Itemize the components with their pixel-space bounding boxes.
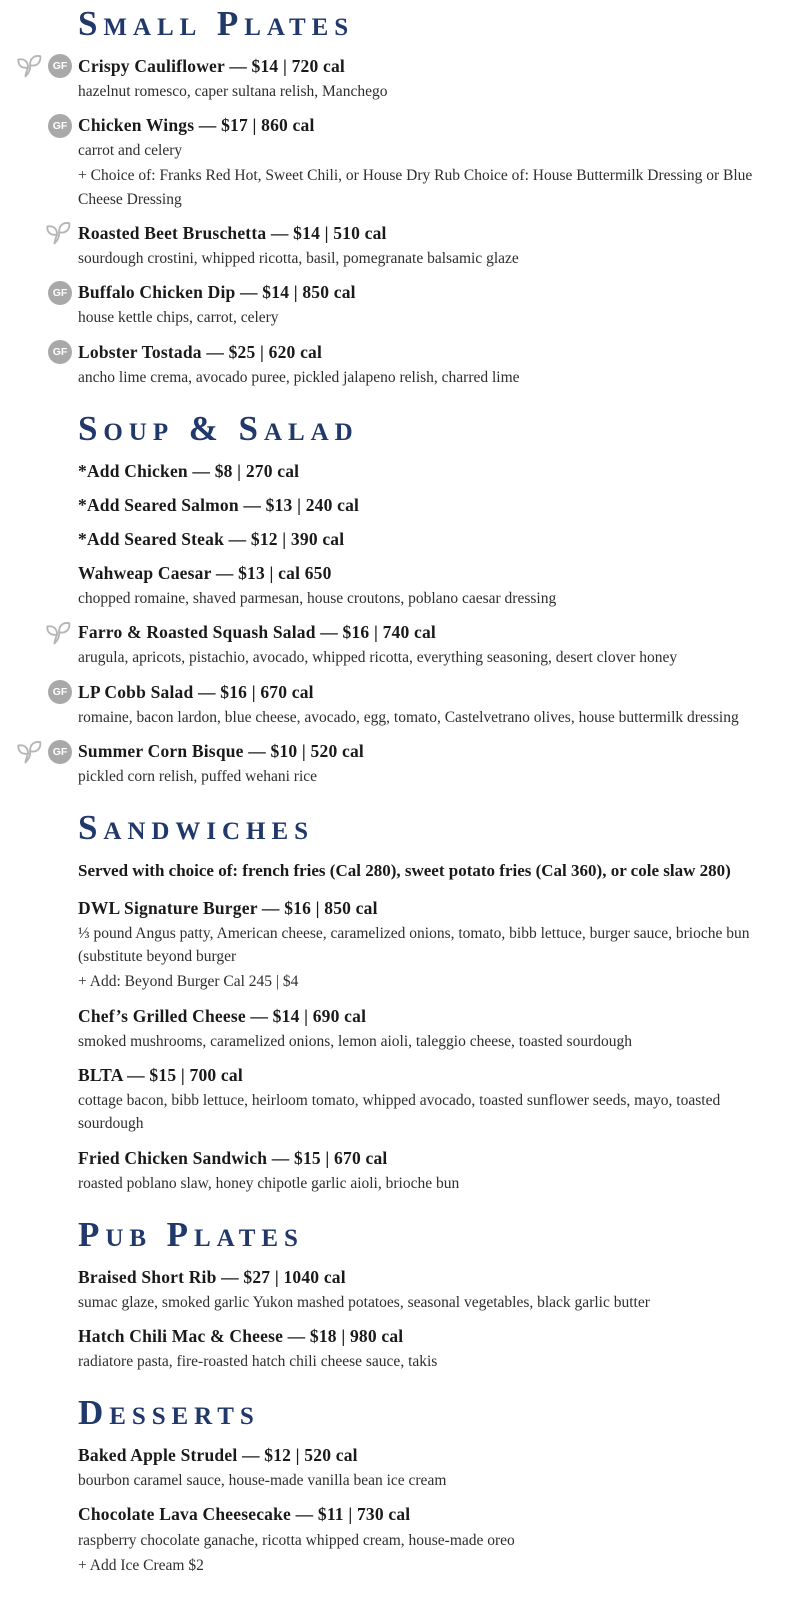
vegetarian-icon xyxy=(16,740,43,764)
dietary-badges xyxy=(12,680,72,705)
item-title: Summer Corn Bisque — $10 | 520 cal xyxy=(78,741,364,762)
item-description: raspberry chocolate ganache, ricotta whipped cream, house-made oreo xyxy=(78,1531,515,1549)
menu-item xyxy=(78,1325,788,1373)
item-title: LP Cobb Salad — $16 | 670 cal xyxy=(78,681,314,702)
menu-item xyxy=(52,114,788,211)
item-title: Braised Short Rib — $27 | 1040 cal xyxy=(78,1266,346,1287)
item-title: Farro & Roasted Squash Salad — $16 | 740 cal xyxy=(78,622,436,643)
menu-item xyxy=(52,341,788,389)
menu-item xyxy=(52,281,788,329)
item-title: Chicken Wings — $17 | 860 cal xyxy=(78,115,315,136)
item-description: smoked mushrooms, caramelized onions, lemon aioli, taleggio cheese, toasted sourdough xyxy=(78,1032,632,1050)
gluten-free-icon: GF xyxy=(48,114,72,138)
menu-item xyxy=(78,1147,788,1195)
item-description: sumac glaze, smoked garlic Yukon mashed potatoes, seasonal vegetables, black garlic butter xyxy=(78,1293,650,1311)
item-description: romaine, bacon lardon, blue cheese, avocado, egg, tomato, Castelvetrano olives, house buttermilk dressing xyxy=(78,708,739,726)
item-description: chopped romaine, shaved parmesan, house croutons, poblano caesar dressing xyxy=(78,590,557,608)
item-title: DWL Signature Burger — $16 | 850 cal xyxy=(78,897,378,918)
menu-item xyxy=(52,740,788,788)
dietary-badges xyxy=(12,113,72,138)
dietary-badges xyxy=(12,280,72,305)
item-description: bourbon caramel sauce, house-made vanilla bean ice cream xyxy=(78,1472,447,1490)
menu-item xyxy=(78,1444,788,1492)
dietary-badges xyxy=(12,739,72,764)
item-title: Chef’s Grilled Cheese — $14 | 690 cal xyxy=(78,1005,367,1026)
dietary-badges xyxy=(12,54,72,79)
item-title: Fried Chicken Sandwich — $15 | 670 cal xyxy=(78,1147,388,1168)
gluten-free-icon: GF xyxy=(48,680,72,704)
item-description: ancho lime crema, avocado puree, pickled jalapeno relish, charred lime xyxy=(78,368,520,386)
menu-item xyxy=(78,897,788,994)
item-title: BLTA — $15 | 700 cal xyxy=(78,1064,243,1085)
item-description: cottage bacon, bibb lettuce, heirloom tomato, whipped avocado, toasted sunflower seeds, mayo, toasted sourdough xyxy=(78,1092,721,1133)
section-title: Small Plates xyxy=(78,4,355,43)
item-title: Roasted Beet Bruschetta — $14 | 510 cal xyxy=(78,222,387,243)
item-note: + Add Ice Cream $2 xyxy=(78,1556,204,1574)
menu-section xyxy=(52,4,788,389)
menu-item xyxy=(78,1503,788,1577)
section-title: Sandwiches xyxy=(78,808,314,848)
leaf-icon xyxy=(45,621,72,645)
item-description: house kettle chips, carrot, celery xyxy=(78,309,279,327)
section-intro: Served with choice of: french fries (Cal 280), sweet potato fries (Cal 360), or cole slaw 280) xyxy=(78,861,731,881)
item-title: Buffalo Chicken Dip — $14 | 850 cal xyxy=(78,282,356,303)
menu-section xyxy=(78,1214,788,1373)
menu-item xyxy=(78,621,788,669)
section-title: Desserts xyxy=(78,1393,260,1433)
gluten-free-icon: GF xyxy=(48,54,72,78)
menu-section xyxy=(78,810,788,1195)
item-title: *Add Seared Salmon — $13 | 240 cal xyxy=(78,494,360,515)
item-title: Chocolate Lava Cheesecake — $11 | 730 cal xyxy=(78,1504,411,1525)
item-title: Hatch Chili Mac & Cheese — $18 | 980 cal xyxy=(78,1325,404,1346)
menu-section xyxy=(52,408,788,788)
menu-section xyxy=(78,1395,788,1577)
item-title: *Add Seared Steak — $12 | 390 cal xyxy=(78,528,345,549)
menu-item xyxy=(78,222,788,270)
item-note: + Add: Beyond Burger Cal 245 | $4 xyxy=(78,973,299,991)
item-title: *Add Chicken — $8 | 270 cal xyxy=(78,460,300,481)
item-title: Baked Apple Strudel — $12 | 520 cal xyxy=(78,1445,358,1466)
section-title: Pub Plates xyxy=(78,1214,304,1254)
menu-item xyxy=(52,681,788,729)
item-title: Wahweap Caesar — $13 | cal 650 xyxy=(78,563,332,583)
section-title: Soup & Salad xyxy=(78,408,359,448)
item-description: roasted poblano slaw, honey chipotle garlic aioli, brioche bun xyxy=(78,1174,460,1192)
item-note: + Choice of: Franks Red Hot, Sweet Chili, or House Dry Rub Choice of: House Buttermilk Dressing or Blue Cheese Dressing xyxy=(78,167,753,208)
gluten-free-icon: GF xyxy=(48,740,72,764)
menu-item xyxy=(52,55,788,103)
menu-item xyxy=(78,460,788,483)
item-description: sourdough crostini, whipped ricotta, basil, pomegranate balsamic glaze xyxy=(78,250,519,268)
vegetarian-icon xyxy=(16,54,43,78)
menu-item xyxy=(78,1005,788,1053)
menu-item xyxy=(78,1266,788,1314)
menu-item xyxy=(78,562,788,610)
dietary-badges xyxy=(12,221,72,246)
menu-item xyxy=(78,528,788,551)
gluten-free-icon: GF xyxy=(48,340,72,364)
item-description: ⅓ pound Angus patty, American cheese, caramelized onions, tomato, bibb lettuce, burger sauce, brioche bun (substitute beyond burger xyxy=(78,924,750,966)
item-description: carrot and celery xyxy=(78,142,183,160)
vegetarian-icon xyxy=(45,221,72,245)
item-description: arugula, apricots, pistachio, avocado, whipped ricotta, everything seasoning, desert clover honey xyxy=(78,649,678,667)
item-description: pickled corn relish, puffed wehani rice xyxy=(78,768,318,786)
item-title: Lobster Tostada — $25 | 620 cal xyxy=(78,341,323,362)
item-description: radiatore pasta, fire-roasted hatch chili cheese sauce, takis xyxy=(78,1353,438,1371)
dietary-badges xyxy=(12,620,72,645)
item-title: Crispy Cauliflower — $14 | 720 cal xyxy=(78,55,345,76)
item-description: hazelnut romesco, caper sultana relish, Manchego xyxy=(78,82,388,100)
leaf-icon xyxy=(16,54,43,78)
dietary-badges xyxy=(12,340,72,365)
menu-item xyxy=(78,1064,788,1136)
leaf-icon xyxy=(45,221,72,245)
gluten-free-icon: GF xyxy=(48,281,72,305)
leaf-icon xyxy=(16,740,43,764)
menu-item xyxy=(78,494,788,517)
vegetarian-icon xyxy=(45,621,72,645)
